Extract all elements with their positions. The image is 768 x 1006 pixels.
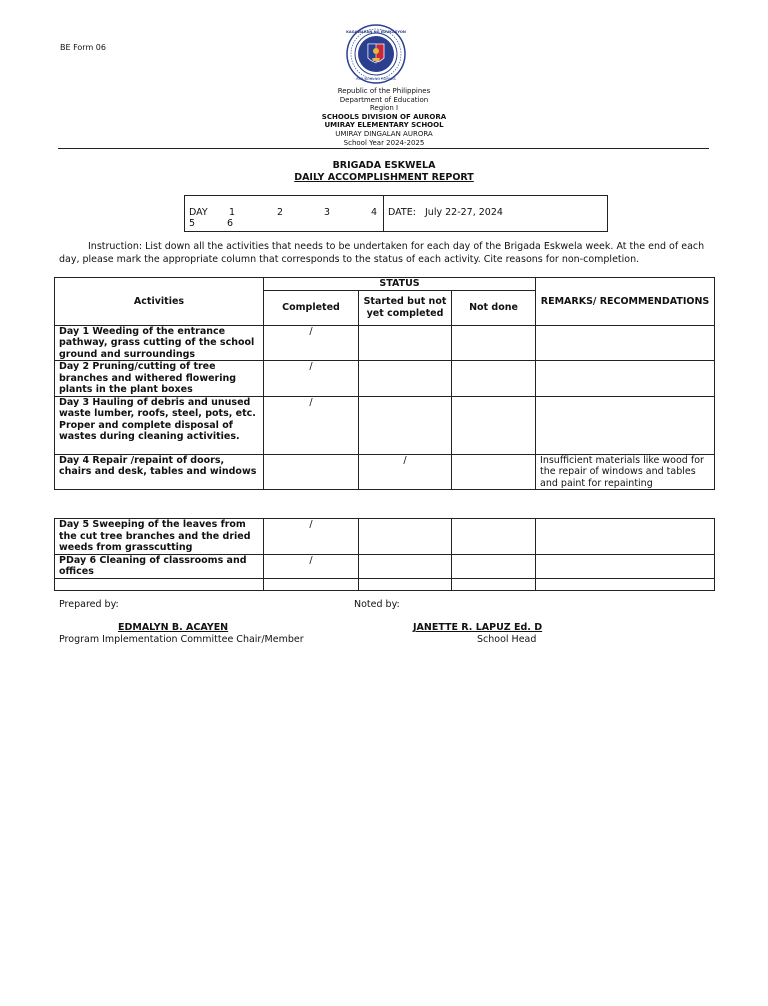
activity-cell: Day 4 Repair /repaint of doors, chairs and desk, tables and windows [55,454,264,490]
table-row [55,361,715,397]
header-region: Region I [369,104,399,113]
not-done-mark [452,519,536,555]
remarks-cell [536,396,715,454]
header-address: UMIRAY DINGALAN AURORA [335,129,433,138]
svg-text:KAGAWARAN NG EDUKASYON: KAGAWARAN NG EDUKASYON [346,30,406,34]
title-main: BRIGADA ESKWELA [332,160,436,171]
header-department: Department of Education [339,95,429,104]
started-mark [359,325,452,361]
table-row [55,554,715,578]
table-row [55,578,715,590]
header-school-year: School Year 2024-2025 [343,138,425,147]
activity-cell: Day 2 Pruning/cutting of tree branches and withered flowering plants in the plant boxes [55,361,264,397]
remarks-header: REMARKS/ RECOMMENDATIONS [536,278,715,326]
remarks-cell [536,325,715,361]
not-done-mark [452,325,536,361]
not-done-mark [452,396,536,454]
started-header: Started but not yet completed [359,290,452,325]
not-done-mark [452,361,536,397]
date-label: DATE: [388,207,416,218]
started-mark [359,519,452,555]
day-label: DAY [189,207,208,218]
completed-mark: / [264,396,359,454]
prepared-by-label: Prepared by: [59,599,119,610]
table-row [55,454,715,490]
report-title [0,160,768,184]
instruction-text: Instruction: List down all the activities that needs to be undertaken for each day of the Brigada Eskwela week. At the end of each day, please mark the appropriate column that corresponds to the status of each activity. Cite reasons for non-completion. [59,241,705,265]
day-date-separator [383,196,384,231]
activities-header: Activities [55,278,264,326]
activity-cell: Day 1 Weeding of the entrance pathway, grass cutting of the school ground and surroundings [55,325,264,361]
activity-cell: PDay 6 Cleaning of classrooms and offices [55,554,264,578]
started-mark [359,554,452,578]
table-row [55,519,715,555]
started-mark [359,396,452,454]
not-done-mark [452,554,536,578]
svg-text:REPUBLIKA NG PILIPINAS: REPUBLIKA NG PILIPINAS [356,77,396,81]
day-number: 4 [371,207,378,218]
completed-header: Completed [264,290,359,325]
noted-by-title: School Head [477,634,537,645]
accomplishment-table-continued [54,518,715,591]
started-mark: / [359,454,452,490]
title-sub: DAILY ACCOMPLISHMENT REPORT [294,172,474,183]
accomplishment-table [54,277,715,490]
not-done-mark [452,454,536,490]
not-done-header: Not done [452,290,536,325]
completed-mark [264,578,359,590]
completed-mark: / [264,361,359,397]
activity-cell: Day 5 Sweeping of the leaves from the cut tree branches and the dried weeds from grasscutting [55,519,264,555]
day-number: 6 [227,218,234,229]
prepared-by-name: EDMALYN B. ACAYEN [118,622,229,633]
date-value: July 22-27, 2024 [425,207,503,218]
table-row [55,325,715,361]
started-mark [359,578,452,590]
header-division: SCHOOLS DIVISION OF AURORA [321,112,447,121]
header-divider [58,148,709,149]
deped-seal-icon [346,24,406,84]
status-header: STATUS [264,278,536,291]
document-header [0,87,768,147]
completed-mark: / [264,554,359,578]
not-done-mark [452,578,536,590]
header-school: UMIRAY ELEMENTARY SCHOOL [324,121,444,130]
day-number: 2 [277,207,284,218]
header-country: Republic of the Philippines [337,87,431,95]
remarks-cell [536,554,715,578]
remarks-cell [536,361,715,397]
day-number: 3 [324,207,331,218]
noted-by-name: JANETTE R. LAPUZ Ed. D [413,622,543,633]
remarks-cell: Insufficient materials like wood for the repair of windows and tables and paint for repainting [536,454,715,490]
started-mark [359,361,452,397]
completed-mark: / [264,325,359,361]
activity-cell: Day 3 Hauling of debris and unused waste lumber, roofs, steel, pots, etc. Proper and complete disposal of wastes during cleaning activities. [55,396,264,454]
completed-mark [264,454,359,490]
noted-by-label: Noted by: [354,599,400,610]
day-number: 5 [189,218,196,229]
prepared-by-title: Program Implementation Committee Chair/Member [59,634,304,645]
day-date-box [184,195,608,232]
activity-cell [55,578,264,590]
form-number: BE Form 06 [60,43,106,52]
remarks-cell [536,519,715,555]
completed-mark: / [264,519,359,555]
day-number: 1 [229,207,236,218]
remarks-cell [536,578,715,590]
table-row [55,396,715,454]
